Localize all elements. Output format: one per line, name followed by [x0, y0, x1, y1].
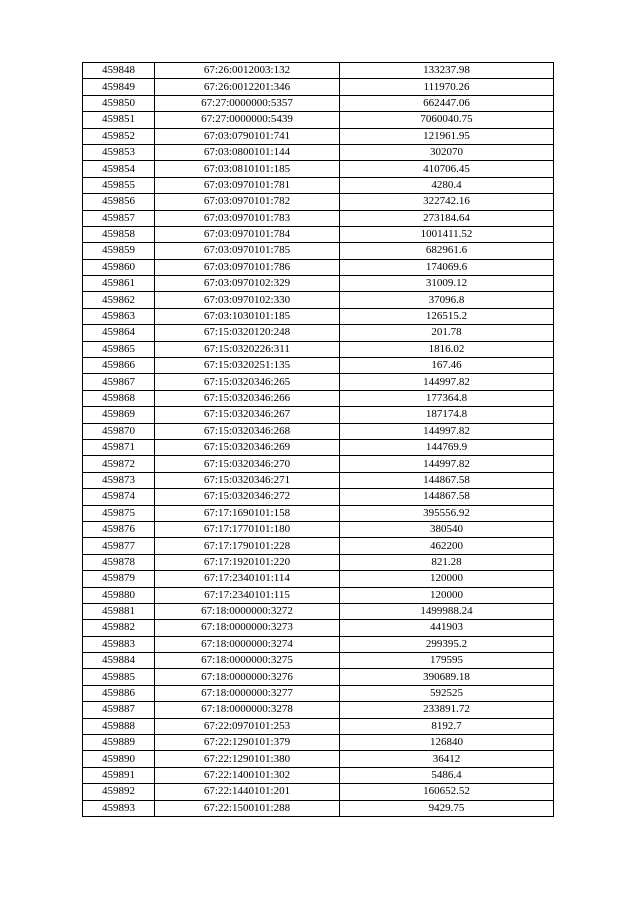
- value-cell: 380540: [340, 521, 554, 537]
- cadastral-number-cell: 67:03:0970101:782: [155, 194, 340, 210]
- value-cell: 167.46: [340, 358, 554, 374]
- table-row: [83, 194, 554, 210]
- table-row: [83, 620, 554, 636]
- value-cell: 120000: [340, 587, 554, 603]
- cadastral-number-cell: 67:03:0970102:329: [155, 276, 340, 292]
- row-number-cell: 459872: [83, 456, 155, 472]
- value-cell: 160652.52: [340, 784, 554, 800]
- value-cell: 7060040.75: [340, 112, 554, 128]
- table-row: [83, 538, 554, 554]
- row-number-cell: 459866: [83, 358, 155, 374]
- row-number-cell: 459876: [83, 521, 155, 537]
- row-number-cell: 459857: [83, 210, 155, 226]
- row-number-cell: 459861: [83, 276, 155, 292]
- cadastral-number-cell: 67:03:0800101:144: [155, 144, 340, 160]
- row-number-cell: 459862: [83, 292, 155, 308]
- cadastral-number-cell: 67:22:1440101:201: [155, 784, 340, 800]
- table-body: [83, 63, 554, 817]
- value-cell: 174069.6: [340, 259, 554, 275]
- cadastral-number-cell: 67:03:0970101:781: [155, 177, 340, 193]
- value-cell: 1499988.24: [340, 603, 554, 619]
- cadastral-number-cell: 67:03:0970101:785: [155, 243, 340, 259]
- row-number-cell: 459881: [83, 603, 155, 619]
- table-row: [83, 390, 554, 406]
- table-row: [83, 407, 554, 423]
- cadastral-number-cell: 67:15:0320346:268: [155, 423, 340, 439]
- table-row: [83, 161, 554, 177]
- table-row: [83, 735, 554, 751]
- value-cell: 121961.95: [340, 128, 554, 144]
- row-number-cell: 459884: [83, 653, 155, 669]
- cadastral-number-cell: 67:17:1920101:220: [155, 554, 340, 570]
- value-cell: 821.28: [340, 554, 554, 570]
- value-cell: 273184.64: [340, 210, 554, 226]
- table-row: [83, 63, 554, 79]
- row-number-cell: 459851: [83, 112, 155, 128]
- value-cell: 1816.02: [340, 341, 554, 357]
- value-cell: 126840: [340, 735, 554, 751]
- table-row: [83, 308, 554, 324]
- cadastral-number-cell: 67:22:1400101:302: [155, 767, 340, 783]
- cadastral-number-cell: 67:27:0000000:5439: [155, 112, 340, 128]
- table-row: [83, 128, 554, 144]
- table-row: [83, 521, 554, 537]
- value-cell: 441903: [340, 620, 554, 636]
- row-number-cell: 459885: [83, 669, 155, 685]
- value-cell: 322742.16: [340, 194, 554, 210]
- cadastral-number-cell: 67:15:0320346:270: [155, 456, 340, 472]
- value-cell: 390689.18: [340, 669, 554, 685]
- cadastral-number-cell: 67:17:2340101:115: [155, 587, 340, 603]
- row-number-cell: 459890: [83, 751, 155, 767]
- table-row: [83, 358, 554, 374]
- value-cell: 144997.82: [340, 423, 554, 439]
- cadastral-number-cell: 67:22:1290101:380: [155, 751, 340, 767]
- table-row: [83, 505, 554, 521]
- value-cell: 133237.98: [340, 63, 554, 79]
- row-number-cell: 459888: [83, 718, 155, 734]
- table-row: [83, 95, 554, 111]
- row-number-cell: 459889: [83, 735, 155, 751]
- row-number-cell: 459868: [83, 390, 155, 406]
- row-number-cell: 459875: [83, 505, 155, 521]
- row-number-cell: 459867: [83, 374, 155, 390]
- value-cell: 144997.82: [340, 374, 554, 390]
- row-number-cell: 459887: [83, 702, 155, 718]
- value-cell: 31009.12: [340, 276, 554, 292]
- row-number-cell: 459852: [83, 128, 155, 144]
- row-number-cell: 459863: [83, 308, 155, 324]
- cadastral-number-cell: 67:15:0320120:248: [155, 325, 340, 341]
- cadastral-number-cell: 67:15:0320226:311: [155, 341, 340, 357]
- table-row: [83, 669, 554, 685]
- cadastral-number-cell: 67:26:0012201:346: [155, 79, 340, 95]
- table-row: [83, 226, 554, 242]
- table-row: [83, 276, 554, 292]
- cadastral-number-cell: 67:17:1690101:158: [155, 505, 340, 521]
- row-number-cell: 459864: [83, 325, 155, 341]
- value-cell: 592525: [340, 685, 554, 701]
- row-number-cell: 459877: [83, 538, 155, 554]
- cadastral-value-table: [82, 62, 554, 817]
- value-cell: 682961.6: [340, 243, 554, 259]
- value-cell: 144997.82: [340, 456, 554, 472]
- cadastral-number-cell: 67:17:1770101:180: [155, 521, 340, 537]
- cadastral-number-cell: 67:18:0000000:3273: [155, 620, 340, 636]
- table-row: [83, 325, 554, 341]
- cadastral-number-cell: 67:15:0320346:272: [155, 489, 340, 505]
- row-number-cell: 459858: [83, 226, 155, 242]
- table-row: [83, 292, 554, 308]
- table-row: [83, 603, 554, 619]
- row-number-cell: 459855: [83, 177, 155, 193]
- table-row: [83, 112, 554, 128]
- table-row: [83, 636, 554, 652]
- value-cell: 126515.2: [340, 308, 554, 324]
- row-number-cell: 459892: [83, 784, 155, 800]
- cadastral-number-cell: 67:18:0000000:3276: [155, 669, 340, 685]
- row-number-cell: 459869: [83, 407, 155, 423]
- row-number-cell: 459883: [83, 636, 155, 652]
- row-number-cell: 459880: [83, 587, 155, 603]
- table-row: [83, 210, 554, 226]
- table-row: [83, 489, 554, 505]
- row-number-cell: 459860: [83, 259, 155, 275]
- table-row: [83, 702, 554, 718]
- cadastral-number-cell: 67:15:0320251:135: [155, 358, 340, 374]
- cadastral-number-cell: 67:03:0970102:330: [155, 292, 340, 308]
- value-cell: 201.78: [340, 325, 554, 341]
- value-cell: 302070: [340, 144, 554, 160]
- value-cell: 36412: [340, 751, 554, 767]
- table-row: [83, 685, 554, 701]
- table-row: [83, 718, 554, 734]
- value-cell: 187174.8: [340, 407, 554, 423]
- cadastral-number-cell: 67:22:1500101:288: [155, 800, 340, 816]
- row-number-cell: 459879: [83, 571, 155, 587]
- table-row: [83, 554, 554, 570]
- cadastral-number-cell: 67:03:0790101:741: [155, 128, 340, 144]
- table-row: [83, 243, 554, 259]
- value-cell: 144867.58: [340, 472, 554, 488]
- row-number-cell: 459856: [83, 194, 155, 210]
- table-row: [83, 653, 554, 669]
- table-row: [83, 259, 554, 275]
- cadastral-number-cell: 67:15:0320346:269: [155, 439, 340, 455]
- value-cell: 299395.2: [340, 636, 554, 652]
- table-row: [83, 374, 554, 390]
- row-number-cell: 459886: [83, 685, 155, 701]
- row-number-cell: 459865: [83, 341, 155, 357]
- value-cell: 120000: [340, 571, 554, 587]
- value-cell: 177364.8: [340, 390, 554, 406]
- cadastral-number-cell: 67:17:2340101:114: [155, 571, 340, 587]
- value-cell: 111970.26: [340, 79, 554, 95]
- cadastral-number-cell: 67:26:0012003:132: [155, 63, 340, 79]
- table-row: [83, 341, 554, 357]
- value-cell: 8192.7: [340, 718, 554, 734]
- cadastral-number-cell: 67:18:0000000:3275: [155, 653, 340, 669]
- cadastral-number-cell: 67:03:1030101:185: [155, 308, 340, 324]
- value-cell: 37096.8: [340, 292, 554, 308]
- table-row: [83, 800, 554, 816]
- row-number-cell: 459891: [83, 767, 155, 783]
- cadastral-number-cell: 67:15:0320346:265: [155, 374, 340, 390]
- value-cell: 410706.45: [340, 161, 554, 177]
- table-row: [83, 472, 554, 488]
- table-row: [83, 177, 554, 193]
- row-number-cell: 459848: [83, 63, 155, 79]
- value-cell: 179595: [340, 653, 554, 669]
- cadastral-number-cell: 67:27:0000000:5357: [155, 95, 340, 111]
- value-cell: 5486.4: [340, 767, 554, 783]
- value-cell: 395556.92: [340, 505, 554, 521]
- row-number-cell: 459873: [83, 472, 155, 488]
- cadastral-number-cell: 67:22:0970101:253: [155, 718, 340, 734]
- row-number-cell: 459853: [83, 144, 155, 160]
- table-row: [83, 456, 554, 472]
- cadastral-number-cell: 67:18:0000000:3277: [155, 685, 340, 701]
- row-number-cell: 459849: [83, 79, 155, 95]
- table-row: [83, 79, 554, 95]
- row-number-cell: 459850: [83, 95, 155, 111]
- cadastral-number-cell: 67:18:0000000:3274: [155, 636, 340, 652]
- cadastral-number-cell: 67:22:1290101:379: [155, 735, 340, 751]
- cadastral-number-cell: 67:15:0320346:267: [155, 407, 340, 423]
- value-cell: 9429.75: [340, 800, 554, 816]
- value-cell: 662447.06: [340, 95, 554, 111]
- table-row: [83, 423, 554, 439]
- table-row: [83, 439, 554, 455]
- cadastral-number-cell: 67:15:0320346:271: [155, 472, 340, 488]
- table-row: [83, 587, 554, 603]
- cadastral-number-cell: 67:17:1790101:228: [155, 538, 340, 554]
- cadastral-number-cell: 67:03:0970101:786: [155, 259, 340, 275]
- cadastral-number-cell: 67:18:0000000:3272: [155, 603, 340, 619]
- table-row: [83, 144, 554, 160]
- value-cell: 4280.4: [340, 177, 554, 193]
- cadastral-number-cell: 67:15:0320346:266: [155, 390, 340, 406]
- table-row: [83, 784, 554, 800]
- table-row: [83, 767, 554, 783]
- row-number-cell: 459859: [83, 243, 155, 259]
- row-number-cell: 459882: [83, 620, 155, 636]
- table-row: [83, 571, 554, 587]
- table-row: [83, 751, 554, 767]
- row-number-cell: 459893: [83, 800, 155, 816]
- value-cell: 462200: [340, 538, 554, 554]
- cadastral-number-cell: 67:03:0970101:783: [155, 210, 340, 226]
- row-number-cell: 459874: [83, 489, 155, 505]
- value-cell: 144867.58: [340, 489, 554, 505]
- row-number-cell: 459871: [83, 439, 155, 455]
- row-number-cell: 459854: [83, 161, 155, 177]
- value-cell: 144769.9: [340, 439, 554, 455]
- cadastral-number-cell: 67:03:0970101:784: [155, 226, 340, 242]
- value-cell: 233891.72: [340, 702, 554, 718]
- row-number-cell: 459870: [83, 423, 155, 439]
- row-number-cell: 459878: [83, 554, 155, 570]
- cadastral-number-cell: 67:03:0810101:185: [155, 161, 340, 177]
- cadastral-number-cell: 67:18:0000000:3278: [155, 702, 340, 718]
- value-cell: 1001411.52: [340, 226, 554, 242]
